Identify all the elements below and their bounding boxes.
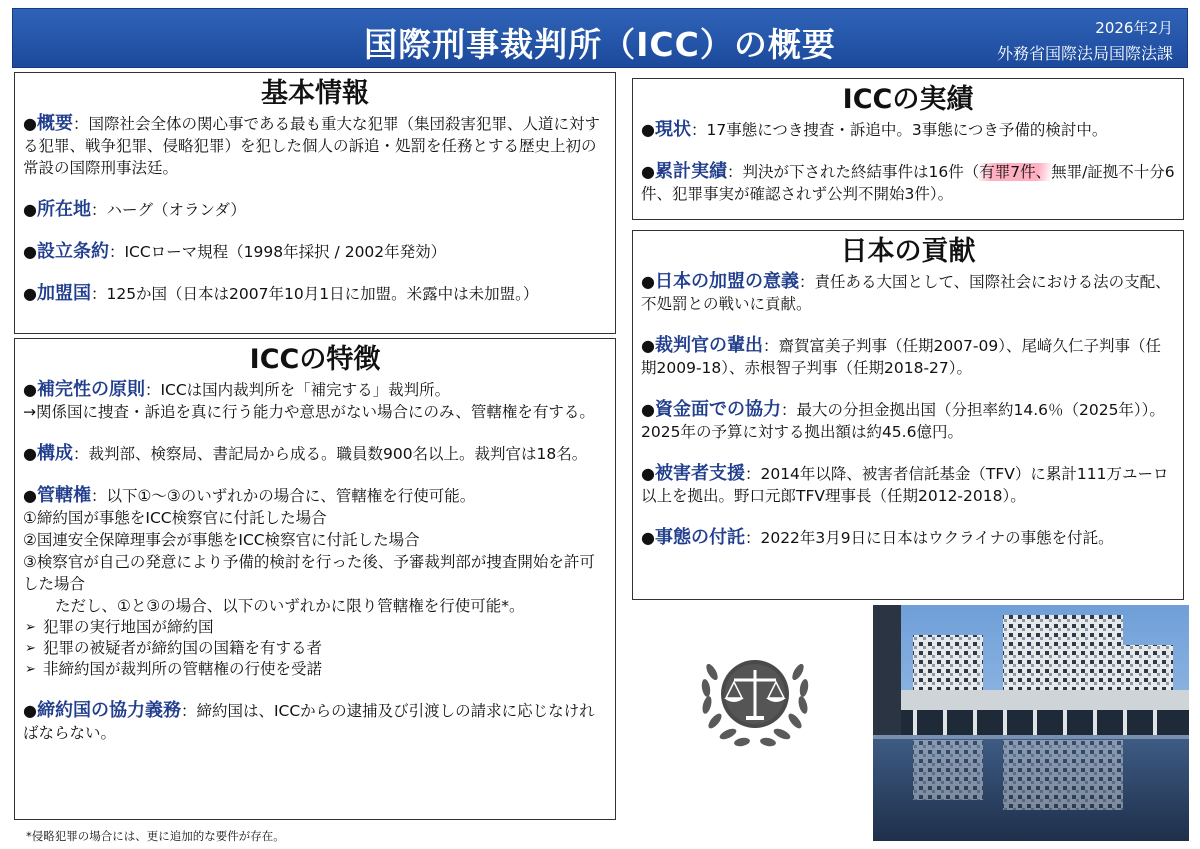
japan-item-funding: ●資金面での協力：最大の分担金拠出国（分担率約14.6％（2025年））。2025年の予算に対する拠出額は約45.6億円。	[641, 399, 1165, 441]
features-box	[14, 338, 616, 820]
basic-item-location: ●所在地：ハーグ（オランダ）	[23, 199, 246, 220]
japan-box	[632, 230, 1184, 600]
icc-scales-emblem-icon	[690, 632, 820, 762]
highlight-mark: 有罪7件、	[979, 163, 1052, 181]
japan-item-referral: ●事態の付託：2022年3月9日に日本はウクライナの事態を付託。	[641, 527, 1114, 548]
condition-item: ➢ 犯罪の実行地国が締約国	[25, 618, 214, 636]
condition-item: ➢ 非締約国が裁判所の管轄権の行使を受諾	[25, 660, 323, 678]
jurisdiction-case-1: ①締約国が事態をICC検察官に付託した場合	[23, 509, 327, 527]
header-date: 2026年2月	[1095, 19, 1173, 37]
jurisdiction-case-2: ②国連安全保障理事会が事態をICC検察官に付託した場合	[23, 531, 420, 549]
jurisdiction-proviso: ただし、①と③の場合、以下のいずれかに限り管轄権を行使可能*。	[55, 597, 525, 615]
header-department: 外務省国際法局国際法課	[996, 44, 1173, 63]
feature-complementarity: ●補完性の原則：ICCは国内裁判所を「補完する」裁判所。	[23, 379, 451, 400]
footnote: *侵略犯罪の場合には、更に追加的な要件が存在。	[26, 829, 285, 843]
japan-title: 日本の貢献	[840, 236, 976, 267]
condition-item: ➢ 犯罪の被疑者が締約国の国籍を有する者	[25, 639, 323, 657]
basic-item-overview: ●概要：国際社会全体の関心事である最も重大な犯罪（集団殺害犯罪、人道に対する犯罪、戦争犯罪、侵略犯罪）を犯した個人の訴追・処罰を任務とする歴史上初の常設の国際刑事法廷。	[23, 113, 600, 177]
achievements-box	[632, 78, 1184, 220]
achievements-title: ICCの実績	[842, 84, 974, 115]
japan-item-victims: ●被害者支援：2014年以降、被害者信託基金（TFV）に累計111万ユーロ以上を拠出。野口元郎TFV理事長（任期2012-2018）。	[641, 463, 1169, 505]
feature-cooperation: ●締約国の協力義務：締約国は、ICCからの逮捕及び引渡しの請求に応じなければならない。	[23, 700, 595, 742]
basic-item-treaty: ●設立条約：ICCローマ規程（1998年採択 / 2002年発効）	[23, 241, 447, 262]
icc-building-photo-icon	[873, 605, 1189, 841]
achievement-status: ●現状：17事態につき捜査・訴追中。3事態につき予備的検討中。	[641, 119, 1108, 140]
japan-item-judges: ●裁判官の輩出：齋賀富美子判事（任期2007-09）、尾﨑久仁子判事（任期2009-18）、赤根智子判事（任期2018-27）。	[641, 335, 1161, 377]
feature-complementarity-note: →関係国に捜査・訴追を真に行う能力や意思がない場合にのみ、管轄権を有する。	[23, 403, 595, 421]
basic-item-members: ●加盟国：125か国（日本は2007年10月1日に加盟。米露中は未加盟。）	[23, 283, 539, 304]
features-title: ICCの特徴	[249, 344, 381, 375]
feature-jurisdiction: ●管轄権：以下①～③のいずれかの場合に、管轄権を行使可能。	[23, 485, 476, 506]
page-header	[12, 8, 1188, 68]
jurisdiction-case-3: ③検察官が自己の発意により予備的検討を行った後、予審裁判部が捜査開始を許可した場合	[23, 553, 595, 593]
page-title: 国際刑事裁判所（ICC）の概要	[364, 25, 836, 64]
achievement-cumulative: ●累計実績：判決が下された終結事件は16件（有罪7件、無罪/証拠不十分6件、犯罪事実が確認されず公判不開始3件）。	[641, 161, 1175, 203]
feature-structure: ●構成：裁判部、検察局、書記局から成る。職員数900名以上。裁判官は18名。	[23, 443, 588, 464]
japan-item-significance: ●日本の加盟の意義：責任ある大国として、国際社会における法の支配、不処罰との戦いに貢献。	[641, 271, 1171, 313]
basic-info-title: 基本情報	[261, 78, 369, 109]
basic-info-box	[14, 72, 616, 334]
